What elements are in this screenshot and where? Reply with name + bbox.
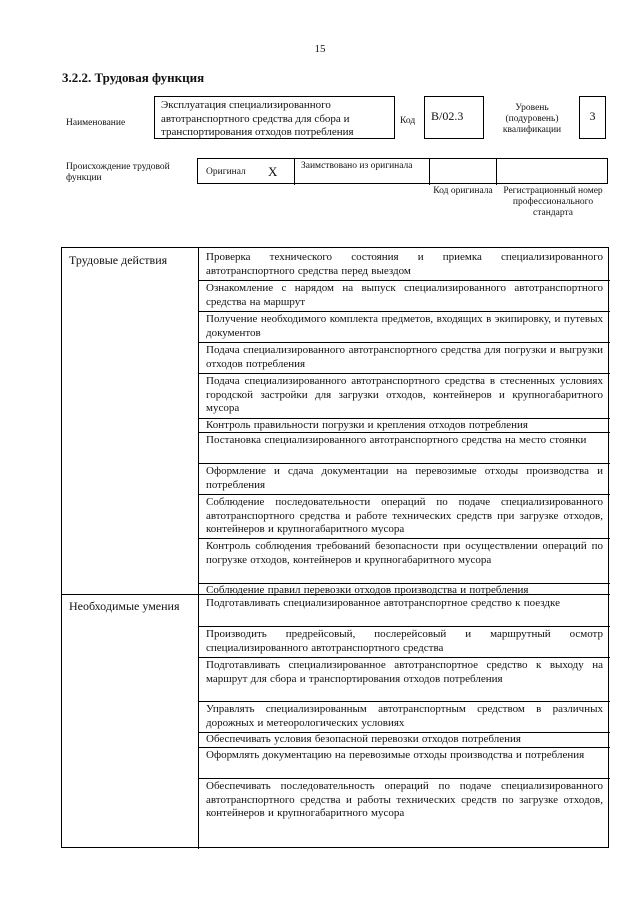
section-label-actions: Трудовые действия [69,253,168,267]
row-divider [199,373,610,374]
list-item: Обеспечивать условия безопасной перевозки отходов потребления [206,733,521,745]
row-divider [199,626,610,627]
section-label-skills: Необходимые умения [69,599,180,613]
original-mark: X [268,164,278,179]
list-item: Получение необходимого комплекта предметов, входящих в экипировку, и путевых документов [206,313,603,339]
list-item: Ознакомление с нарядом на выпуск специализированного автотранспортного средства на маршрут [206,282,603,308]
code-value-box: B/02.3 [424,96,484,139]
row-divider [199,747,610,748]
original-label: Оригинал [206,167,246,177]
list-item: Контроль правильности погрузки и крепления отходов потребления [206,419,528,431]
list-item: Обеспечивать последовательность операций по подаче специализированного автотранспортного средства и работы технических средств по загрузке отходов, контейнеров и крупногабаритного мусора [206,780,603,819]
row-divider [199,311,610,312]
list-item: Производить предрейсовый, послерейсовый и маршрутный осмотр специализированного автотранспортного средства [206,628,603,654]
section-title: 3.2.2. Трудовая функция [62,70,205,85]
function-name-box: Эксплуатация специализированного автотранспортного средства для сбора и транспортирования отходов потребления [154,96,395,139]
origin-reg-cell [497,159,609,185]
row-divider [199,778,610,779]
list-item: Подготавливать специализированное автотранспортное средство к поездке [206,597,560,609]
list-item: Оформление и сдача документации на перевозимые отходы производства и потребления [206,465,603,491]
row-divider [199,432,610,433]
list-item: Оформлять документацию на перевозимые отходы производства и потребления [206,749,585,761]
code-label: Код [400,116,416,126]
list-item: Соблюдение последовательности операций по подаче специализированного автотранспортного средства и работе технических средств при загрузке отходов, контейнеров и крупногабаритного мусора [206,496,603,535]
row-divider [199,494,610,495]
row-divider [199,538,610,539]
page-number: 15 [314,43,326,55]
row-divider [199,280,610,281]
row-divider [199,342,610,343]
origin-original-cell [198,159,295,185]
list-item: Контроль соблюдения требований безопасности при осуществлении операций по погрузке отходов, контейнеров и крупногабаритного мусора [206,540,603,566]
list-item: Проверка технического состояния и приемка специализированного автотранспортного средства перед выездом [206,251,603,277]
list-item: Подготавливать специализированное автотранспортное средство к выходу на маршрут для сбора и транспортирования отходов потребления [206,659,603,685]
list-item: Постановка специализированного автотранспортного средства на место стоянки [206,434,587,446]
code-caption: Код оригинала [433,186,493,196]
origin-code-cell [430,159,497,185]
borrowed-label: Заимствовано из оригинала [301,161,413,171]
name-label: Наименование [66,118,126,128]
list-item: Подача специализированного автотранспортного средства для погрузки и выгрузки отходов потребления [206,344,603,370]
origin-label: Происхождение трудовой функции [66,162,170,183]
row-divider [199,463,610,464]
origin-borrowed-cell [295,159,430,185]
row-divider [199,657,610,658]
row-divider [199,701,610,702]
list-item: Соблюдение правил перевозки отходов производства и потребления [206,584,529,596]
reg-caption: Регистрационный номер профессионального стандарта [503,186,603,218]
level-label: Уровень (подуровень) квалификации [502,103,562,135]
list-item: Управлять специализированным автотранспортным средством в различных дорожных и метеорологических условиях [206,703,603,729]
origin-table [197,158,608,184]
list-item: Подача специализированного автотранспортного средства в стесненных условиях городской застройки для загрузки отходов, контейнеров и крупногабаритного мусора [206,375,603,414]
main-table [61,247,609,848]
section-labels-column [62,248,199,849]
level-value-box: 3 [579,96,606,139]
